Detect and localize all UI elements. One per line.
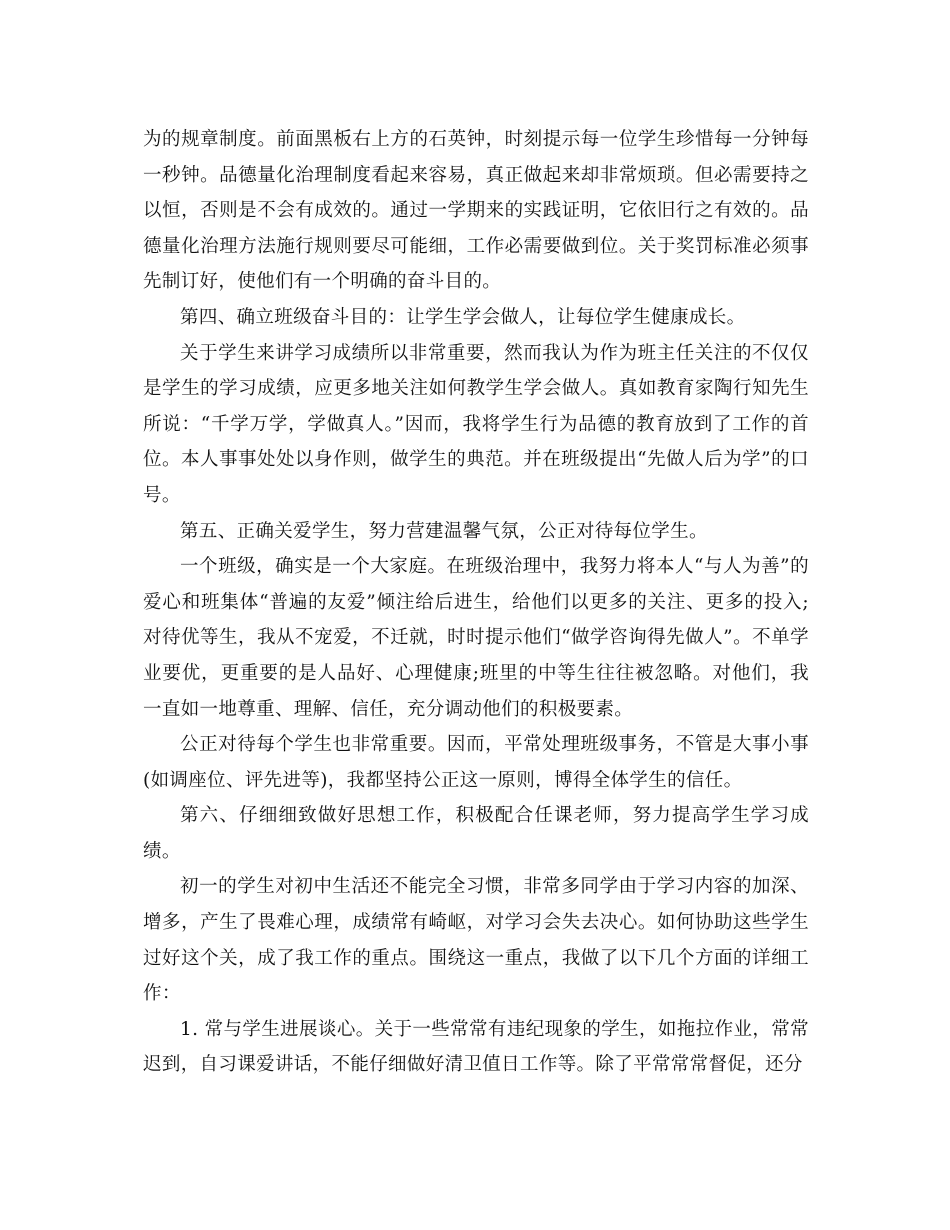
paragraph-6: 公正对待每个学生也非常重要。因而，平常处理班级事务，不管是大事小事(如调座位、评先进等)，我都坚持公正这一原则，博得全体学生的信任。 [143,734,809,791]
paragraph-9-list-item-1: 1. 常与学生进展谈心。关于一些常常有违纪现象的学生，如拖拉作业，常常迟到，自习课爱讲话，不能仔细做好清卫值日工作等。除了平常常常督促，还分 [143,1018,809,1076]
paragraph-7-heading-six: 第六、仔细细致做好思想工作，积极配合任课老师，努力提高学生学习成绩。 [143,805,809,862]
paragraph-4-heading-five: 第五、正确关爱学生，努力营建温馨气氛，公正对待每位学生。 [180,520,708,542]
paragraph-8: 初一的学生对初中生活还不能完全习惯，非常多同学由于学习内容的加深、增多，产生了畏难心理，成绩常有崎岖，对学习会失去决心。如何协助这些学生过好这个关，成了我工作的重点。围绕这一重点，我做了以下几个方面的详细工作： [143,876,809,1005]
paragraph-1: 为的规章制度。前面黑板右上方的石英钟，时刻提示每一位学生珍惜每一分钟每一秒钟。品德量化治理制度看起来容易，真正做起来却非常烦琐。但必需要持之以恒，否则是不会有成效的。通过一学期来的实践证明，它依旧行之有效的。品德量化治理方法施行规则要尽可能细，工作必需要做到位。关于奖罚标准必须事先制订好，使他们有一个明确的奋斗目的。 [143,129,809,293]
paragraph-3: 关于学生来讲学习成绩所以非常重要，然而我认为作为班主任关注的不仅仅是学生的学习成绩，应更多地关注如何教学生学会做人。真如教育家陶行知先生所说：“千学万学，学做真人。”因而，我将学生行为品德的教育放到了工作的首位。本人事事处处以身作则，做学生的典范。并在班级提出“先做人后为学”的口号。 [143,342,809,506]
paragraph-5: 一个班级，确实是一个大家庭。在班级治理中，我努力将本人“与人为善”的爱心和班集体“普遍的友爱”倾注给后进生，给他们以更多的关注、更多的投入;对待优等生，我从不宠爱，不迁就，时时提示他们“做学咨询得先做人”。不单学业要优，更重要的是人品好、心理健康;班里的中等生往往被忽略。对他们，我一直如一地尊重、理解、信任，充分调动他们的积极要素。 [143,556,809,720]
document-body [143,122,809,1083]
paragraph-2-heading-four: 第四、确立班级奋斗目的：让学生学会做人，让每位学生健康成长。 [180,306,746,328]
